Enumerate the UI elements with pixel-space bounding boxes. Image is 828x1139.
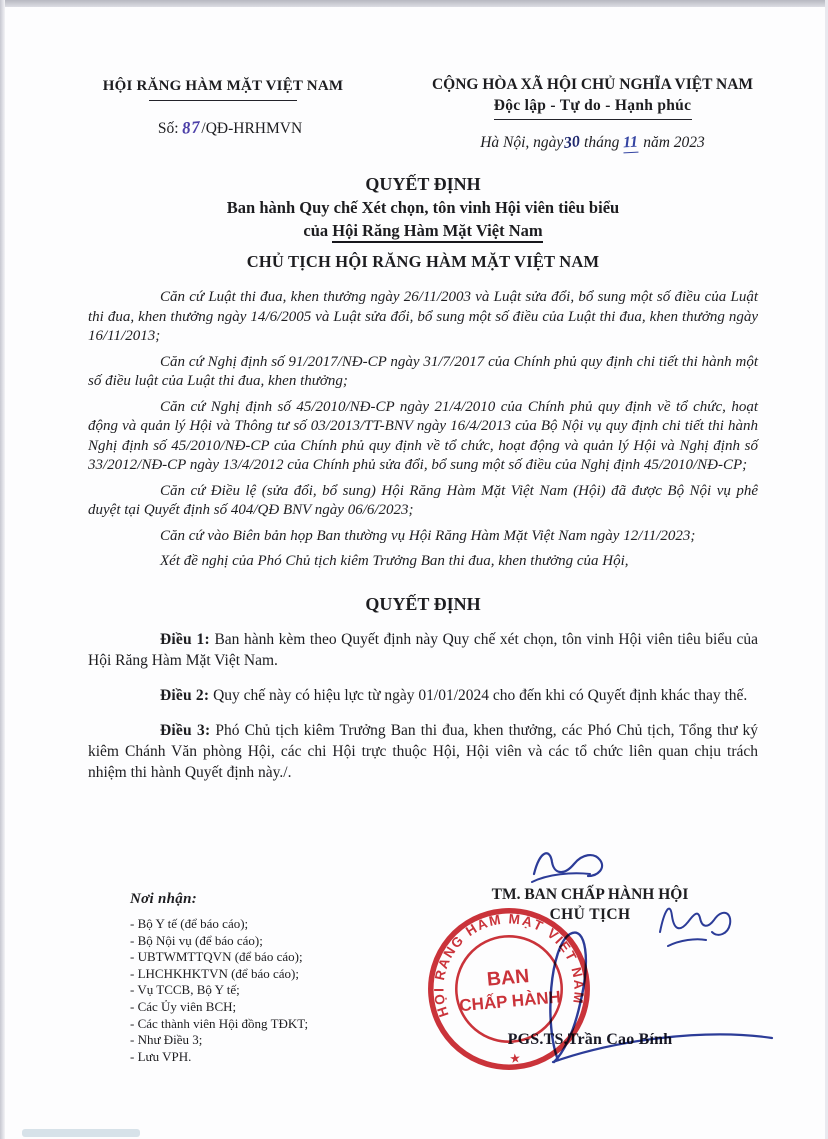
star-icon: ★ bbox=[508, 1050, 522, 1067]
preamble-section bbox=[88, 288, 758, 572]
date-day-handwritten: 30 bbox=[563, 133, 582, 152]
preamble-paragraph: Căn cứ Nghị định số 91/2017/NĐ-CP ngày 31/7/2017 của Chính phủ quy định chi tiết thi hành một số điều luật của Luật thi đua, khen thưởng; bbox=[88, 353, 758, 389]
recipient-item: - UBTWMTTQVN (để báo cáo); bbox=[130, 949, 303, 965]
scan-edge-top bbox=[0, 0, 828, 7]
scan-smudge bbox=[22, 1129, 140, 1137]
document-number-suffix: /QĐ-HRHMVN bbox=[201, 120, 303, 137]
signature-title-line: CHỦ TỊCH bbox=[549, 906, 631, 923]
article-3 bbox=[88, 720, 758, 783]
date-prefix: Hà Nội, ngày bbox=[480, 134, 564, 151]
national-header-block bbox=[425, 76, 760, 153]
recipient-item: - LHCHKHKTVN (để báo cáo); bbox=[130, 965, 299, 981]
article-2-text: Quy chế này có hiệu lực từ ngày 01/01/2024 cho đến khi có Quyết định khác thay thế. bbox=[213, 686, 748, 704]
stamp-ring-text: HỘI RĂNG HÀM MẶT VIỆT NAM bbox=[431, 911, 587, 1019]
preamble-paragraph: Căn cứ Luật thi đua, khen thưởng ngày 26/11/2003 và Luật sửa đổi, bổ sung một số điều của Luật thi đua, khen thưởng ngày 14/6/2005 và Luật sửa đổi, bổ sung một số điều của Luật thi đua, khen thưởng ngày 16/11/2013; bbox=[88, 289, 758, 344]
article-1-text: Ban hành kèm theo Quyết định này Quy chế xét chọn, tôn vinh Hội viên tiêu biểu của Hội Răng Hàm Mặt Việt Nam. bbox=[88, 630, 759, 669]
stamp-center-line2: CHẤP HÀNH bbox=[458, 987, 562, 1016]
signature-authority-line: TM. BAN CHẤP HÀNH HỘI bbox=[491, 886, 689, 903]
preamble-paragraph: Căn cứ Điều lệ (sửa đổi, bổ sung) Hội Răng Hàm Mặt Việt Nam (Hội) đã được Bộ Nội vụ phê duyệt tại Quyết định số 404/QĐ BNV ngày 06/6/2023; bbox=[88, 482, 758, 518]
document-number-handwritten: 87 bbox=[181, 117, 203, 138]
article-end-scribble bbox=[524, 840, 616, 890]
subtitle-prefix: của bbox=[303, 221, 329, 240]
recipient-item: - Như Điều 3; bbox=[130, 1032, 203, 1048]
date-month-handwritten: 11 bbox=[622, 133, 639, 152]
issuing-org-name: HỘI RĂNG HÀM MẶT VIỆT NAM bbox=[102, 78, 344, 94]
recipients-block bbox=[130, 891, 460, 1065]
subtitle-underlined: Hội Răng Hàm Mặt Việt Nam bbox=[332, 221, 542, 243]
recipient-item: - Bộ Y tế (để báo cáo); bbox=[130, 916, 249, 931]
stamp-center-line1: BAN bbox=[485, 965, 531, 991]
document-number-label: Số: bbox=[157, 120, 179, 137]
recipient-item: - Lưu VPH. bbox=[130, 1048, 192, 1064]
scan-edge-left bbox=[0, 0, 5, 1139]
decision-heading: QUYẾT ĐỊNH bbox=[365, 593, 481, 614]
article-3-text: Phó Chủ tịch kiêm Trưởng Ban thi đua, khen thưởng, các Phó Chủ tịch, Tổng thư ký kiêm Chánh Văn phòng Hội, các chi Hội trực thuộc Hội, Hội viên và các tổ chức liên quan chịu trách nhiệm thi hành Quyết định này./. bbox=[88, 721, 759, 781]
document-number bbox=[87, 118, 359, 138]
national-title: CỘNG HÒA XÃ HỘI CHỦ NGHĨA VIỆT NAM bbox=[431, 76, 754, 93]
document-title: QUYẾT ĐỊNH bbox=[365, 174, 481, 194]
recipients-label: Nơi nhận: bbox=[130, 891, 198, 907]
recipient-item: - Bộ Nội vụ (để báo cáo); bbox=[130, 932, 263, 948]
place-date-line bbox=[425, 134, 760, 153]
article-3-label: Điều 3: bbox=[160, 721, 211, 739]
issuing-org-block bbox=[87, 78, 359, 138]
recipient-item: - Các Ủy viên BCH; bbox=[130, 998, 237, 1014]
recipient-item: - Các thành viên Hội đồng TĐKT; bbox=[130, 1015, 309, 1031]
org-underline bbox=[149, 100, 297, 101]
article-1-label: Điều 1: bbox=[160, 630, 210, 648]
motto-underline bbox=[494, 119, 692, 120]
document-subtitle-line1: Ban hành Quy chế Xét chọn, tôn vinh Hội viên tiêu biểu bbox=[226, 198, 620, 217]
article-1 bbox=[88, 629, 758, 671]
date-middle: tháng bbox=[584, 134, 620, 151]
document-subtitle-line2 bbox=[88, 221, 758, 241]
recipients-list bbox=[130, 916, 460, 1065]
national-motto: Độc lập - Tự do - Hạnh phúc bbox=[493, 97, 692, 114]
signer-name: PGS.TS.Trần Cao Bính bbox=[507, 1031, 673, 1048]
recipient-item: - Vụ TCCB, Bộ Y tế; bbox=[130, 982, 240, 998]
authority-title: CHỦ TỊCH HỘI RĂNG HÀM MẶT VIỆT NAM bbox=[246, 252, 600, 271]
date-suffix: năm 2023 bbox=[643, 134, 705, 151]
preamble-paragraph: Xét đề nghị của Phó Chủ tịch kiêm Trưởng Ban thi đua, khen thưởng của Hội, bbox=[160, 553, 629, 569]
preamble-paragraph: Căn cứ Nghị định số 45/2010/NĐ-CP ngày 21/4/2010 của Chính phủ quy định về tổ chức, hoạt động và quản lý Hội và Thông tư số 03/2013/TT-BNV ngày 16/4/2013 của Bộ Nội vụ quy định chi tiết thi hành Nghị định số 45/2010/NĐ-CP của Chính phủ quy định về tổ chức, hoạt động và quản lý Hội và Nghị định số 33/2012/NĐ-CP ngày 13/4/2012 của Chính phủ sửa đổi, bổ sung một số điều của Nghị định 45/2010/NĐ-CP; bbox=[88, 398, 758, 473]
document-body bbox=[88, 174, 758, 783]
initial-scribble bbox=[648, 888, 763, 950]
article-2-label: Điều 2: bbox=[160, 686, 210, 704]
article-2 bbox=[88, 685, 758, 706]
preamble-paragraph: Căn cứ vào Biên bản họp Ban thường vụ Hội Răng Hàm Mặt Việt Nam ngày 12/11/2023; bbox=[160, 527, 696, 544]
